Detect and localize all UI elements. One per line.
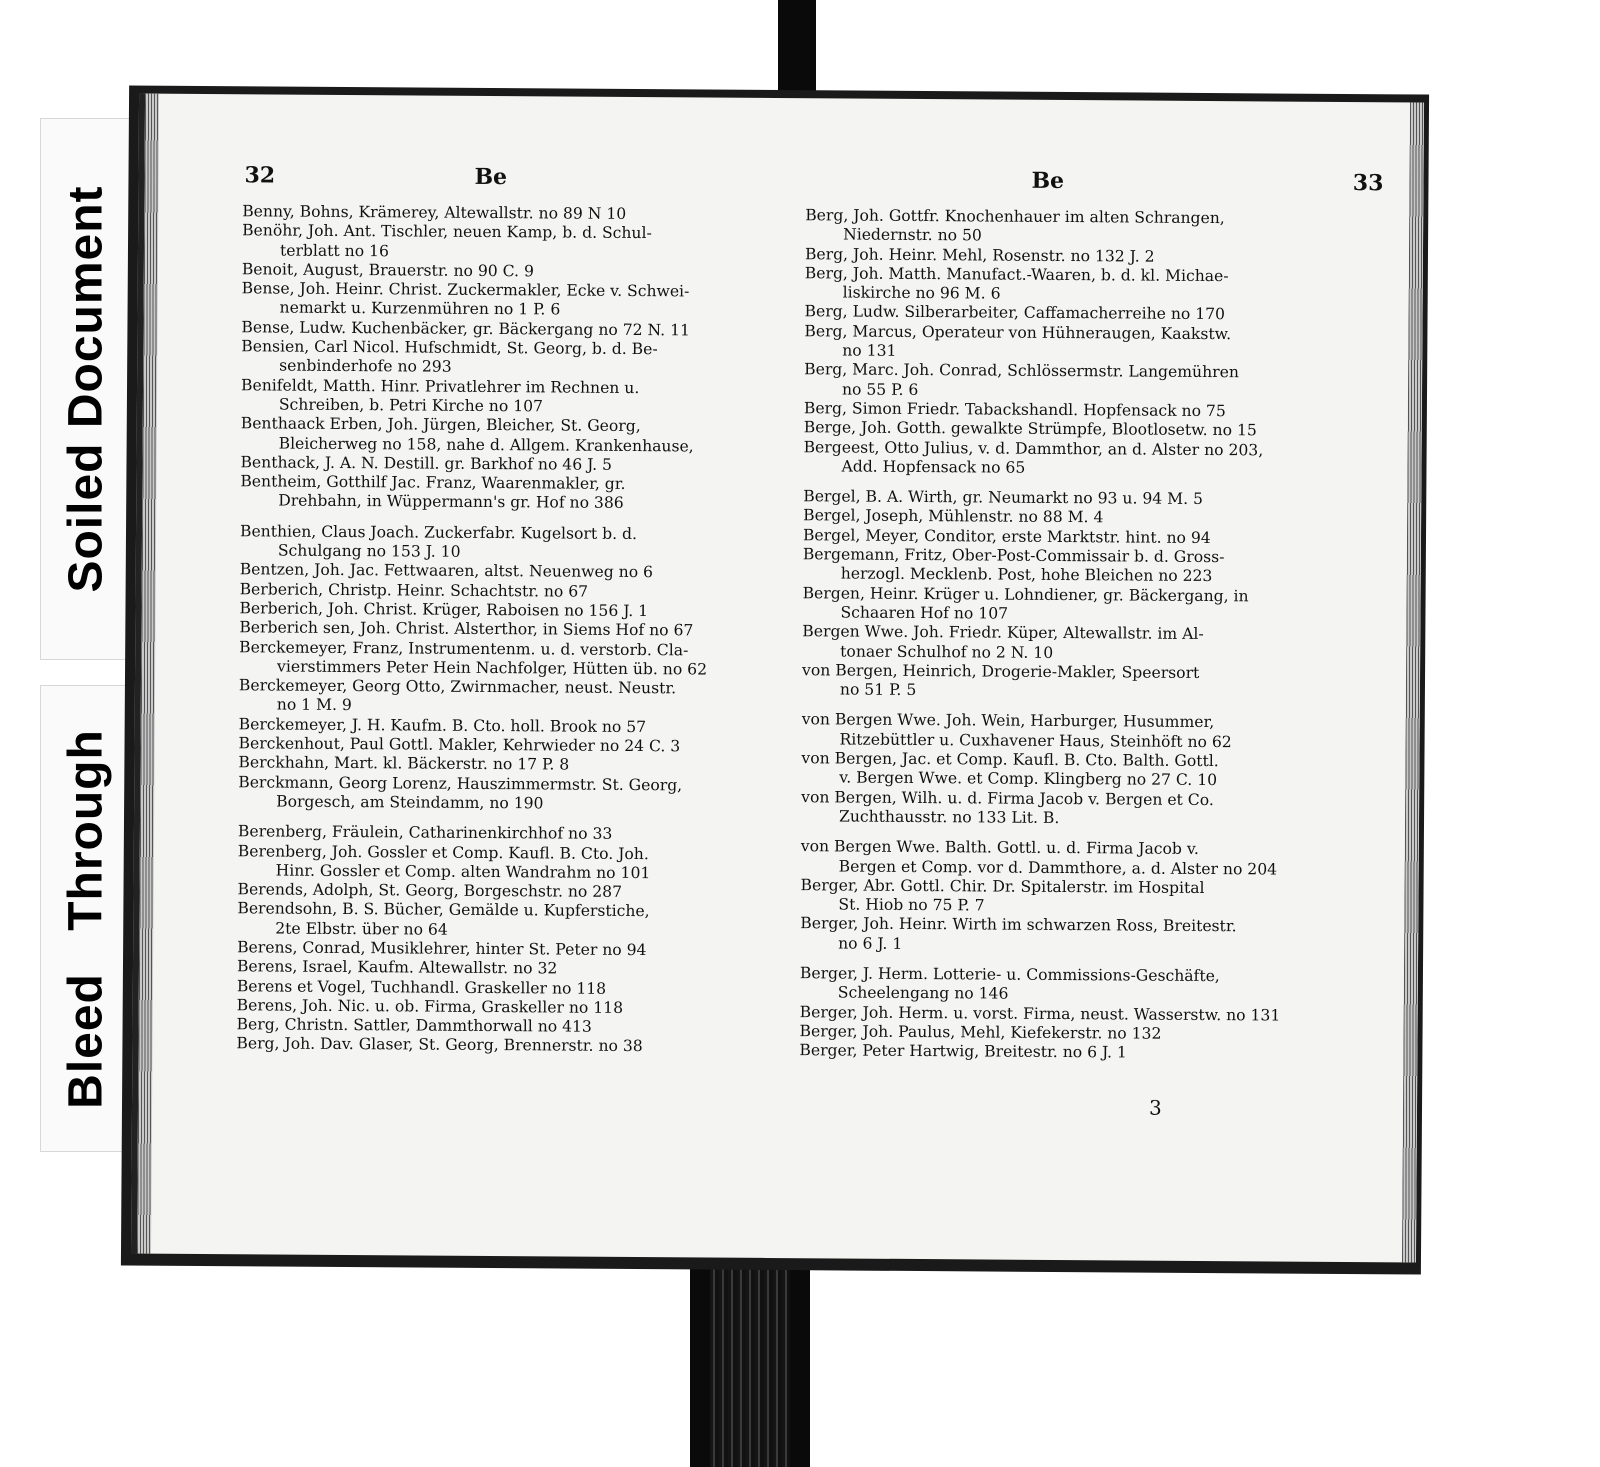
entry-continuation-line: vierstimmers Peter Hein Nachfolger, Hütten üb. no 62 [277, 657, 708, 679]
spine-bottom [690, 1250, 810, 1467]
entry-line: von Bergen, Jac. et Comp. Kaufl. B. Cto. Balth. Gottl. [801, 749, 1219, 771]
directory-entry [238, 842, 738, 884]
entry-line: Bergemann, Fritz, Ober-Post-Commissair b. d. Gross- [802, 545, 1225, 567]
entry-line: Bergel, Meyer, Conditor, erste Marktstr. hint. no 94 [802, 525, 1211, 547]
entry-continuation-line: Ritzebüttler u. Cuxhavener Haus, Steinhöft no 62 [839, 730, 1232, 751]
entry-continuation-line: Niedernstr. no 50 [843, 225, 982, 245]
entry-continuation-line: St. Hiob no 75 P. 7 [838, 895, 985, 915]
entry-continuation-line: Drehbahn, in Wüppermann's gr. Hof no 386 [278, 491, 624, 513]
entry-continuation-line: terblatt no 16 [279, 241, 389, 260]
open-book [121, 85, 1429, 1274]
directory-entry [805, 264, 1325, 306]
entry-continuation-line: herzogl. Mecklenb. Post, hohe Bleichen no 223 [840, 564, 1213, 586]
directory-entry [803, 438, 1323, 480]
entry-line: Berg, Joh. Gottfr. Knochenhauer im alten Schrangen, [805, 206, 1225, 228]
entry-line: Berberich, Joh. Christ. Krüger, Raboisen no 156 J. 1 [239, 599, 649, 621]
directory-entry [802, 661, 1322, 703]
entry-line: Berg, Ludw. Silberarbeiter, Caffamacherreihe no 170 [804, 302, 1226, 324]
entry-continuation-line: no 1 M. 9 [276, 695, 352, 715]
entry-line: Bensien, Carl Nicol. Hufschmidt, St. Georg, b. d. Be- [241, 337, 658, 359]
entry-line: Berger, Joh. Paulus, Mehl, Kiefekerstr. no 132 [799, 1022, 1162, 1043]
entry-line: Bergen, Heinr. Krüger u. Lohndiener, gr. Bäckergang, in [802, 583, 1249, 605]
entry-line: Berberich sen, Joh. Christ. Alsterthor, in Siems Hof no 67 [239, 618, 694, 640]
entry-continuation-line: no 51 P. 5 [839, 680, 917, 700]
entry-line: Benifeldt, Matth. Hinr. Privatlehrer im Rechnen u. [240, 375, 640, 397]
right-entry-list [799, 206, 1325, 1064]
entry-line: Berg, Christn. Sattler, Dammthorwall no 413 [236, 1015, 592, 1036]
entry-line: Berger, Joh. Herm. u. vorst. Firma, neust. Wasserstw. no 131 [799, 1002, 1281, 1025]
entry-line: Berends, Adolph, St. Georg, Borgeschstr. no 287 [237, 880, 623, 902]
entry-line: Berckemeyer, Franz, Instrumentenm. u. d. verstorb. Cla- [239, 637, 689, 659]
entry-line: Berg, Joh. Dav. Glaser, St. Georg, Brennerstr. no 38 [236, 1034, 643, 1056]
entry-line: Berens, Conrad, Musiklehrer, hinter St. Peter no 94 [237, 938, 647, 960]
signature-mark: 3 [1148, 1095, 1162, 1120]
entry-continuation-line: Bergen et Comp. vor d. Dammthore, a. d. Alster no 204 [838, 856, 1278, 879]
entry-continuation-line: Bleicherweg no 158, nahe d. Allgem. Krankenhause, [278, 434, 694, 455]
entry-line: Benöhr, Joh. Ant. Tischler, neuen Kamp, b. d. Schul- [242, 221, 652, 243]
entry-line: Berckemeyer, Georg Otto, Zwirnmacher, neust. Neustr. [238, 676, 677, 698]
directory-entry [799, 1041, 1319, 1064]
directory-entry [236, 1035, 736, 1058]
entry-line: Bense, Ludw. Kuchenbäcker, gr. Bäckergang no 72 N. 11 [241, 318, 691, 340]
entry-continuation-line: no 131 [842, 341, 897, 360]
entry-continuation-line: v. Bergen Wwe. et Comp. Klingberg no 27 C. 10 [839, 768, 1218, 790]
entry-continuation-line: Scheelengang no 146 [837, 983, 1009, 1003]
directory-entry [801, 749, 1321, 791]
entry-line: von Bergen, Wilh. u. d. Firma Jacob v. Bergen et Co. [801, 787, 1214, 809]
entry-continuation-line: Schulgang no 153 J. 10 [277, 541, 461, 561]
soiled-document-tab [40, 118, 132, 660]
right-running-head: Be [1031, 167, 1065, 195]
entry-line: Berckmann, Georg Lorenz, Hauszimmermstr. St. Georg, [238, 772, 683, 794]
left-page-number: 32 [244, 162, 276, 189]
entry-line: Berendsohn, B. S. Bücher, Gemälde u. Kupferstiche, [237, 899, 650, 921]
entry-line: Bentzen, Joh. Jac. Fettwaaren, altst. Neuenweg no 6 [239, 560, 654, 582]
bleed-through-label: Bleed Through [59, 728, 113, 1109]
directory-entry [801, 788, 1321, 830]
entry-continuation-line: Zuchthausstr. no 133 Lit. B. [838, 807, 1060, 827]
entry-line: Berens et Vogel, Tuchhandl. Graskeller no 118 [236, 976, 607, 998]
directory-entry [804, 322, 1324, 364]
entry-line: Berger, Joh. Heinr. Wirth im schwarzen Ross, Breitestr. [800, 914, 1237, 936]
entry-line: Berckhahn, Mart. kl. Bäckerstr. no 17 P. 8 [238, 753, 570, 774]
entry-line: Bergel, Joseph, Mühlenstr. no 88 M. 4 [803, 506, 1104, 527]
entry-line: Berger, J. Herm. Lotterie- u. Commissions-Geschäfte, [799, 964, 1220, 986]
entry-line: Berenberg, Fräulein, Catharinenkirchhof no 33 [237, 822, 613, 844]
directory-entry [803, 545, 1323, 587]
entry-continuation-line: liskirche no 96 M. 6 [842, 283, 1001, 303]
directory-entry [802, 584, 1322, 626]
entry-line: Berger, Peter Hartwig, Breitestr. no 6 J. 1 [799, 1041, 1127, 1062]
entry-line: von Bergen, Heinrich, Drogerie-Makler, Speersort [802, 661, 1200, 682]
directory-entry [241, 376, 741, 418]
entry-line: Benthack, J. A. N. Destill. gr. Barkhof no 46 J. 5 [240, 453, 613, 474]
entry-continuation-line: Schaaren Hof no 107 [840, 603, 1009, 623]
entry-line: Berg, Joh. Matth. Manufact.-Waaren, b. d. kl. Michae- [804, 264, 1229, 286]
entry-line: von Bergen Wwe. Balth. Gottl. u. d. Firma Jacob v. [800, 837, 1199, 859]
directory-entry [241, 415, 741, 457]
directory-entry [802, 711, 1322, 753]
entry-continuation-line: Hinr. Gossler et Comp. alten Wandrahm no 101 [275, 861, 651, 882]
bleed-through-tab [40, 685, 132, 1152]
entry-line: Berckenhout, Paul Gottl. Makler, Kehrwieder no 24 C. 3 [238, 734, 681, 756]
entry-line: Berens, Israel, Kaufm. Altewallstr. no 32 [236, 957, 558, 978]
entry-line: Berckemeyer, J. H. Kaufm. B. Cto. holl. Brook no 57 [238, 714, 647, 736]
entry-continuation-line: nemarkt u. Kurzenmühren no 1 P. 6 [279, 299, 561, 319]
entry-continuation-line: Borgesch, am Steindamm, no 190 [276, 792, 544, 813]
directory-entry [239, 676, 739, 718]
entry-continuation-line: no 6 J. 1 [838, 934, 903, 953]
directory-entry [240, 472, 740, 514]
directory-entry [237, 900, 737, 942]
directory-entry [238, 773, 738, 815]
entry-line: Berg, Marcus, Operateur von Hühneraugen, Kaakstw. [804, 321, 1232, 343]
left-page [131, 94, 775, 1258]
soiled-document-label: Soiled Document [59, 185, 113, 593]
right-page-header [773, 166, 1423, 201]
left-running-head: Be [474, 163, 508, 191]
entry-line: Berg, Joh. Heinr. Mehl, Rosenstr. no 132 J. 2 [804, 244, 1155, 266]
entry-continuation-line: no 55 P. 6 [841, 380, 919, 399]
entry-line: Benthaack Erben, Joh. Jürgen, Bleicher, St. Georg, [240, 414, 641, 436]
entry-line: Berens, Joh. Nic. u. ob. Firma, Graskeller no 118 [236, 996, 624, 1017]
directory-entry [801, 837, 1321, 879]
entry-line: Benny, Bohns, Krämerey, Altewallstr. no 89 N 10 [242, 202, 627, 223]
directory-entry [802, 622, 1322, 664]
entry-line: Benoit, August, Brauerstr. no 90 C. 9 [241, 260, 534, 281]
right-page [766, 98, 1424, 1263]
directory-entry [800, 915, 1320, 957]
entry-continuation-line: senbinderhofe no 293 [279, 356, 452, 377]
directory-entry [805, 206, 1325, 248]
directory-entry [241, 337, 741, 379]
directory-entry [242, 279, 742, 321]
entry-line: Benthien, Claus Joach. Zuckerfabr. Kugelsort b. d. [239, 522, 638, 543]
entry-line: Berg, Marc. Joh. Conrad, Schlössermstr. Langemühren [804, 360, 1239, 382]
entry-line: Berg, Simon Friedr. Tabackshandl. Hopfensack no 75 [803, 399, 1226, 421]
directory-entry [800, 876, 1320, 918]
entry-line: von Bergen Wwe. Joh. Wein, Harburger, Husummer, [801, 710, 1215, 732]
entry-continuation-line: Schreiben, b. Petri Kirche no 107 [278, 395, 544, 416]
directory-entry [242, 222, 742, 264]
entry-continuation-line: tonaer Schulhof no 2 N. 10 [840, 641, 1054, 662]
directory-entry [239, 638, 739, 680]
entry-line: Berenberg, Joh. Gossler et Comp. Kaufl. B. Cto. Joh. [237, 841, 649, 863]
entry-line: Bergel, B. A. Wirth, gr. Neumarkt no 93 u. 94 M. 5 [803, 487, 1204, 509]
entry-line: Bergeest, Otto Julius, v. d. Dammthor, an d. Alster no 203, [803, 437, 1264, 459]
entry-line: Bergen Wwe. Joh. Friedr. Küper, Altewallstr. im Al- [802, 622, 1204, 644]
entry-line: Berberich, Christp. Heinr. Schachtstr. no 67 [239, 579, 589, 601]
directory-entry [800, 964, 1320, 1006]
entry-line: Bentheim, Gotthilf Jac. Franz, Waarenmakler, gr. [240, 472, 626, 494]
entry-line: Berge, Joh. Gotth. gewalkte Strümpfe, Blootlosetw. no 15 [803, 418, 1257, 440]
right-page-number: 33 [1352, 170, 1384, 197]
left-page-header [144, 162, 774, 196]
left-entry-list [236, 202, 742, 1057]
directory-entry [240, 522, 740, 564]
entry-line: Bense, Joh. Heinr. Christ. Zuckermakler, Ecke v. Schwei- [241, 279, 690, 301]
entry-line: Berger, Abr. Gottl. Chir. Dr. Spitalerstr. im Hospital [800, 875, 1205, 897]
directory-entry [804, 361, 1324, 403]
entry-continuation-line: Add. Hopfensack no 65 [841, 457, 1026, 477]
entry-continuation-line: 2te Elbstr. über no 64 [275, 919, 448, 939]
